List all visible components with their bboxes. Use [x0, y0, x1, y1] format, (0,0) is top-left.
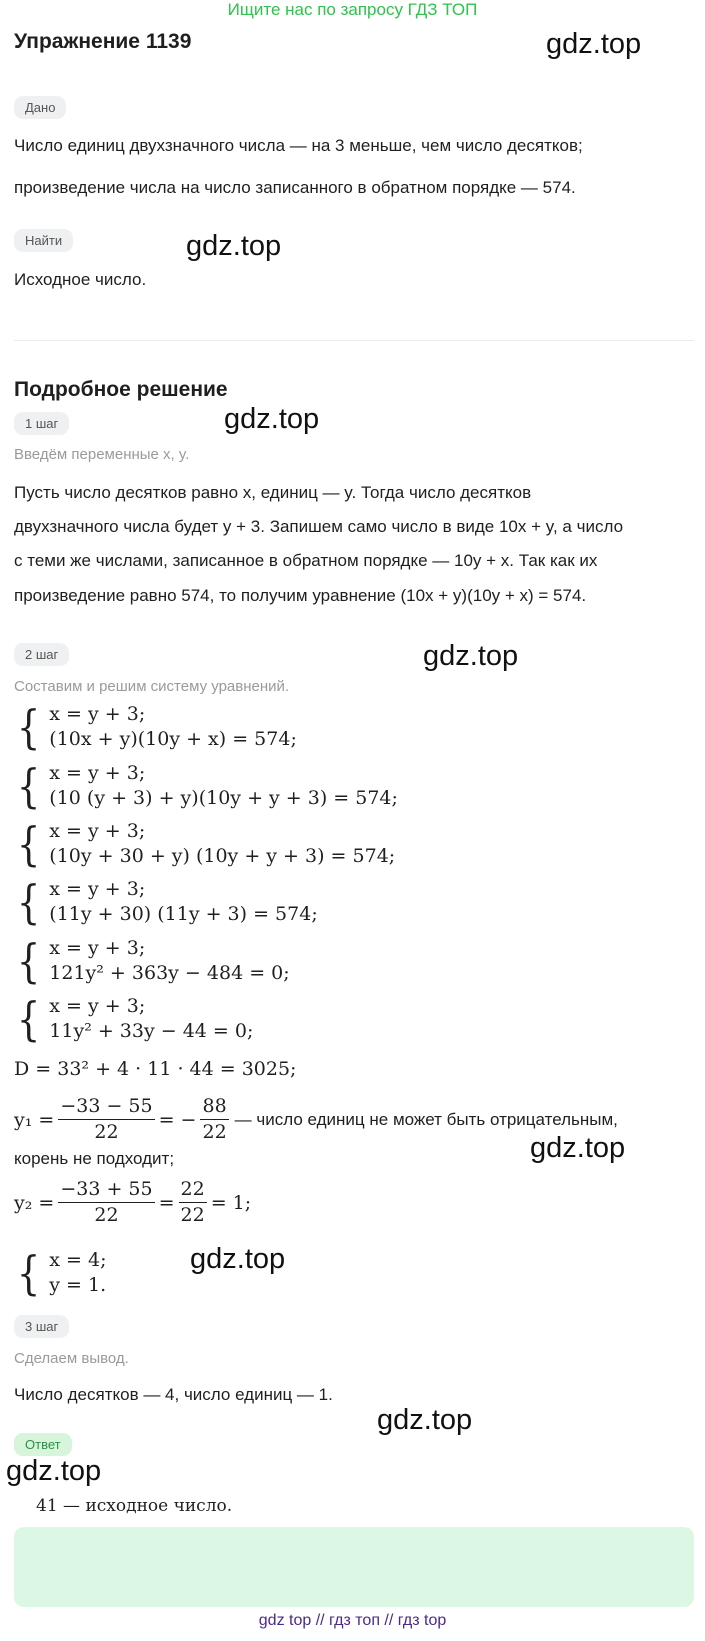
- numerator: 22: [179, 1178, 207, 1203]
- y1-comment-2: корень не подходит;: [14, 1149, 175, 1168]
- system-line: (10y + 30 + y) (10y + y + 3) = 574;: [49, 845, 396, 867]
- step-1-line-2: двухзначного числа будет y + 3. Запишем само число в виде 10x + y, а число: [14, 517, 624, 536]
- system-line: (10 (y + 3) + y)(10y + y + 3) = 574;: [49, 787, 398, 809]
- step-3-label: 3 шаг: [14, 1315, 69, 1338]
- equation-system-4: [14, 877, 318, 927]
- given-label: Дано: [14, 96, 66, 119]
- fraction: [179, 1178, 207, 1227]
- root-y2: [14, 1178, 251, 1227]
- system-line: 121y² + 363y − 484 = 0;: [49, 962, 290, 984]
- step-1-line-3: с теми же числами, записанное в обратном порядке — 10y + x. Так как их: [14, 551, 598, 570]
- system-line: x = y + 3;: [49, 878, 146, 900]
- y2-tail: = 1;: [210, 1191, 252, 1214]
- equals: =: [158, 1191, 175, 1214]
- y1-lhs: y₁ =: [14, 1108, 55, 1131]
- system-line: x = 4;: [49, 1249, 107, 1271]
- solution-title: Подробное решение: [14, 378, 228, 401]
- answer-text: 41 — исходное число.: [36, 1496, 233, 1516]
- brace-icon: {: [16, 875, 41, 929]
- root-y1: [14, 1095, 618, 1144]
- footer-links[interactable]: gdz top // гдз топ // гдз top: [258, 1612, 447, 1629]
- final-system: [14, 1248, 107, 1298]
- fraction: [58, 1178, 154, 1227]
- equation-system-6: [14, 994, 253, 1044]
- system-line: x = y + 3;: [49, 762, 146, 784]
- discriminant: D = 33² + 4 · 11 · 44 = 3025;: [14, 1058, 297, 1080]
- numerator: 88: [200, 1095, 228, 1120]
- find-label: Найти: [14, 229, 73, 252]
- step-2-label: 2 шаг: [14, 643, 69, 666]
- system-line: x = y + 3;: [49, 820, 146, 842]
- top-banner: Ищите нас по запросу ГДЗ ТОП: [227, 0, 478, 19]
- equation-system-5: [14, 936, 290, 986]
- watermark: gdz.top: [6, 1455, 102, 1487]
- system-line: x = y + 3;: [49, 703, 146, 725]
- denominator: 22: [202, 1121, 227, 1143]
- denominator: 22: [180, 1204, 205, 1226]
- y2-lhs: y₂ =: [14, 1191, 55, 1214]
- system-line: y = 1.: [49, 1274, 107, 1296]
- equals: = −: [158, 1108, 197, 1131]
- y1-comment: — число единиц не может быть отрицательным,: [234, 1109, 618, 1129]
- brace-icon: {: [16, 992, 41, 1046]
- brace-icon: {: [16, 934, 41, 988]
- given-line-1: Число единиц двухзначного числа — на 3 меньше, чем число десятков;: [14, 136, 583, 155]
- answer-label: Ответ: [14, 1433, 72, 1456]
- system-line: 11y² + 33y − 44 = 0;: [49, 1020, 254, 1042]
- watermark: gdz.top: [530, 1132, 626, 1164]
- step-3-text: Число десятков — 4, число единиц — 1.: [14, 1385, 333, 1404]
- step-1-line-4: произведение равно 574, то получим уравнение (10x + y)(10y + x) = 574.: [14, 586, 587, 605]
- denominator: 22: [94, 1121, 119, 1143]
- system-line: x = y + 3;: [49, 937, 146, 959]
- watermark: gdz.top: [377, 1404, 473, 1436]
- fraction: [200, 1095, 228, 1144]
- brace-icon: {: [16, 817, 41, 871]
- equation-system-1: [14, 702, 297, 752]
- given-line-2: произведение числа на число записанного в обратном порядке — 574.: [14, 178, 576, 197]
- watermark: gdz.top: [186, 230, 282, 262]
- watermark: gdz.top: [546, 28, 642, 60]
- brace-icon: {: [16, 700, 41, 754]
- system-line: (10x + y)(10y + x) = 574;: [49, 728, 297, 750]
- step-3-subtitle: Сделаем вывод.: [14, 1350, 129, 1367]
- brace-icon: {: [16, 759, 41, 813]
- equation-system-2: [14, 761, 398, 811]
- watermark: gdz.top: [423, 640, 519, 672]
- fraction: [58, 1095, 154, 1144]
- step-1-subtitle: Введём переменные x, y.: [14, 446, 190, 463]
- numerator: −33 − 55: [58, 1095, 154, 1120]
- section-divider: [14, 340, 694, 341]
- system-line: x = y + 3;: [49, 995, 146, 1017]
- answer-box: [14, 1527, 694, 1607]
- find-text: Исходное число.: [14, 270, 147, 289]
- watermark: gdz.top: [224, 403, 320, 435]
- brace-icon: {: [16, 1246, 41, 1300]
- step-2-subtitle: Составим и решим систему уравнений.: [14, 678, 290, 695]
- denominator: 22: [94, 1204, 119, 1226]
- system-line: (11y + 30) (11y + 3) = 574;: [49, 903, 318, 925]
- step-1-label: 1 шаг: [14, 412, 69, 435]
- numerator: −33 + 55: [58, 1178, 154, 1203]
- step-1-line-1: Пусть число десятков равно x, единиц — y. Тогда число десятков: [14, 483, 532, 502]
- page-title: Упражнение 1139: [14, 30, 192, 53]
- equation-system-3: [14, 819, 395, 869]
- watermark: gdz.top: [190, 1243, 286, 1275]
